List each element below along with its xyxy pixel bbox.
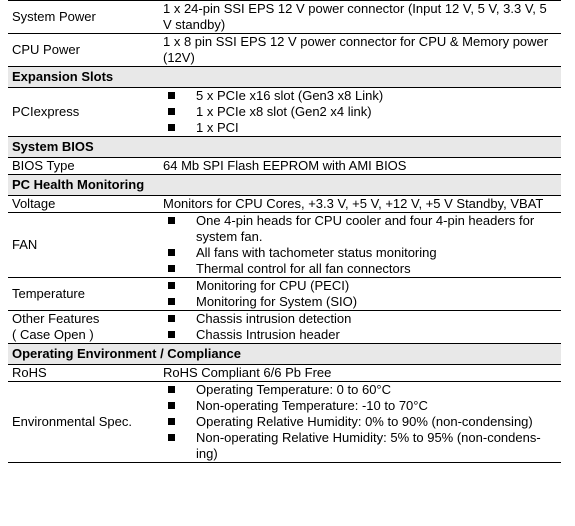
spec-bullet-item: 1 x PCIe x8 slot (Gen2 x4 link) — [163, 104, 557, 120]
spec-label-line: Voltage — [12, 196, 56, 211]
spec-value: 1 x 24-pin SSI EPS 12 V power connector (Input 12 V, 5 V, 3.3 V, 5 V standby) — [156, 1, 561, 34]
spec-label-line: Temperature — [12, 286, 85, 301]
spec-bullet-item: Chassis intrusion detection — [163, 311, 557, 327]
spec-value: 1 x 8 pin SSI EPS 12 V power connector for CPU & Memory power (12V) — [156, 34, 561, 67]
spec-bullet-list — [163, 382, 557, 462]
spec-row — [8, 34, 561, 67]
spec-row — [8, 158, 561, 175]
spec-row — [8, 196, 561, 213]
section-title: Expansion Slots — [8, 67, 561, 88]
section-header-row — [8, 137, 561, 158]
spec-row — [8, 382, 561, 463]
spec-bullet-list — [163, 88, 557, 136]
spec-value: RoHS Compliant 6/6 Pb Free — [156, 365, 561, 382]
section-title: Operating Environment / Compliance — [8, 344, 561, 365]
spec-bullet-item: Non-operating Temperature: -10 to 70°C — [163, 398, 557, 414]
section-header-row — [8, 67, 561, 88]
spec-bullet-item: Thermal control for all fan connectors — [163, 261, 557, 277]
spec-bullet-item: 5 x PCIe x16 slot (Gen3 x8 Link) — [163, 88, 557, 104]
spec-bullet-item: Operating Relative Humidity: 0% to 90% (non-condensing) — [163, 414, 557, 430]
spec-label — [8, 365, 156, 382]
spec-row — [8, 311, 561, 344]
spec-label — [8, 1, 156, 34]
spec-row — [8, 88, 561, 137]
spec-bullet-item: Monitoring for CPU (PECI) — [163, 278, 557, 294]
spec-bullet-item: Operating Temperature: 0 to 60°C — [163, 382, 557, 398]
spec-label — [8, 34, 156, 67]
spec-label — [8, 311, 156, 344]
spec-label-line: FAN — [12, 237, 38, 252]
spec-row — [8, 278, 561, 311]
spec-bullet-item: One 4-pin heads for CPU cooler and four 4-pin headers for system fan. — [163, 213, 557, 245]
spec-label-line: ( Case Open ) — [12, 327, 94, 342]
spec-row — [8, 365, 561, 382]
spec-label — [8, 213, 156, 278]
spec-label-line: System Power — [12, 9, 96, 24]
spec-table-body — [8, 1, 561, 463]
spec-label — [8, 382, 156, 463]
spec-row — [8, 213, 561, 278]
spec-value — [156, 278, 561, 311]
section-title: System BIOS — [8, 137, 561, 158]
spec-label — [8, 278, 156, 311]
spec-value: 64 Mb SPI Flash EEPROM with AMI BIOS — [156, 158, 561, 175]
spec-label-line: CPU Power — [12, 42, 80, 57]
spec-bullet-item: All fans with tachometer status monitoring — [163, 245, 557, 261]
spec-bullet-item: Monitoring for System (SIO) — [163, 294, 557, 310]
spec-row — [8, 1, 561, 34]
spec-value — [156, 88, 561, 137]
spec-label — [8, 196, 156, 213]
spec-label-line: PCIexpress — [12, 104, 80, 119]
section-title: PC Health Monitoring — [8, 175, 561, 196]
spec-value — [156, 311, 561, 344]
spec-bullet-item: Non-operating Relative Humidity: 5% to 95% (non-condens-ing) — [163, 430, 557, 462]
spec-label-line: RoHS — [12, 365, 47, 380]
section-header-row — [8, 175, 561, 196]
spec-label — [8, 158, 156, 175]
spec-value — [156, 382, 561, 463]
spec-bullet-list — [163, 278, 557, 310]
spec-bullet-item: 1 x PCI — [163, 120, 557, 136]
spec-label-line: Other Features — [12, 311, 100, 326]
spec-label-line: BIOS Type — [12, 158, 75, 173]
spec-value: Monitors for CPU Cores, +3.3 V, +5 V, +12 V, +5 V Standby, VBAT — [156, 196, 561, 213]
spec-bullet-list — [163, 311, 557, 343]
spec-label — [8, 88, 156, 137]
spec-table — [8, 0, 561, 463]
spec-bullet-item: Chassis Intrusion header — [163, 327, 557, 343]
spec-value — [156, 213, 561, 278]
section-header-row — [8, 344, 561, 365]
spec-label-line: Environmental Spec. — [12, 414, 132, 429]
spec-bullet-list — [163, 213, 557, 277]
